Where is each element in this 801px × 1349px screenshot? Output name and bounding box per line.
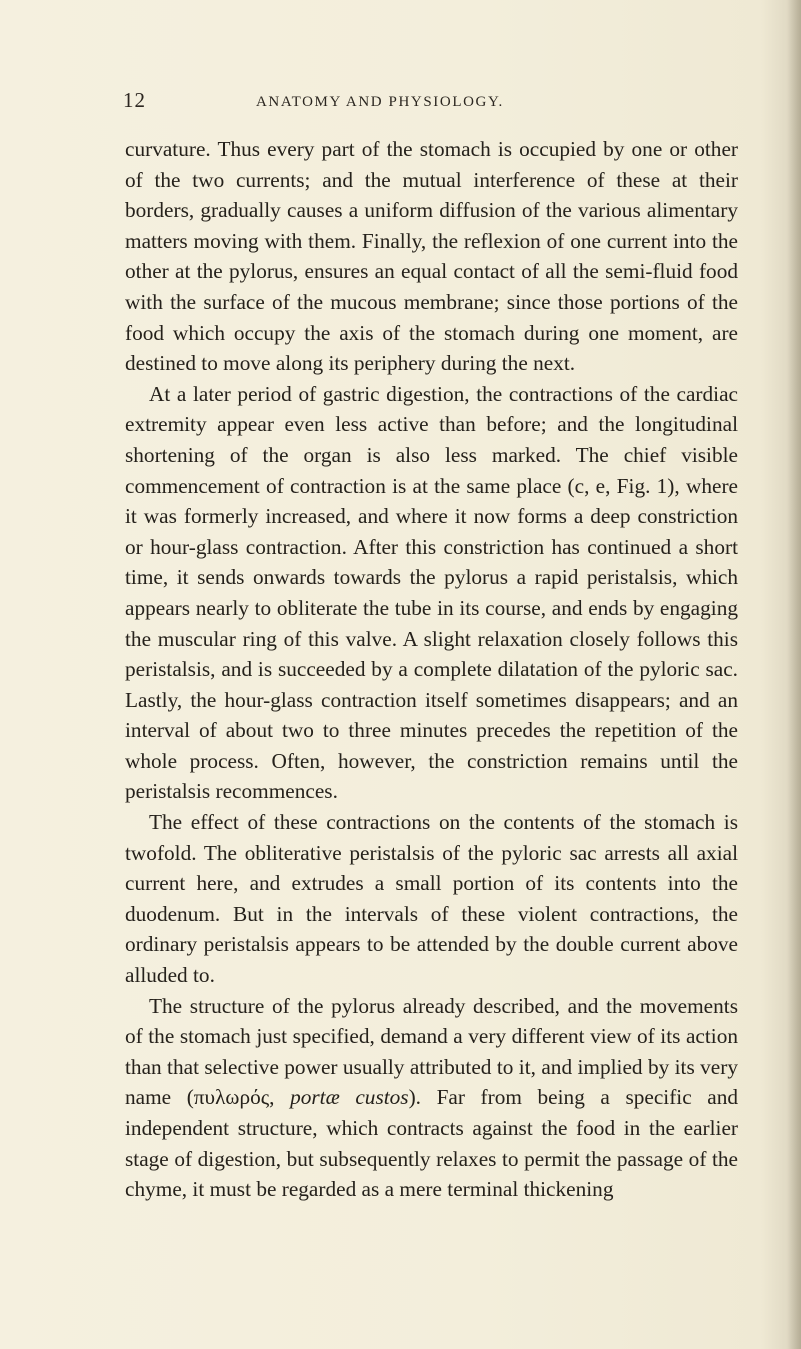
paragraph-1: curvature. Thus every part of the stomach is occupied by one or other of the two currents; and the mutual interference of these at their borders, gradually causes a uniform diffusion of the various alimentary matters moving with them. Finally, the reflexion of one current into the other at the pylorus, ensures an equal contact of all the semi-fluid food with the surface of the mucous membrane; since those portions of the food which occupy the axis of the stomach during one moment, are destined to move along its periphery during the next. <box>125 137 738 376</box>
paragraph-4 <box>125 991 738 1205</box>
paragraph-4-text-after: ). Far from being a specific and independent structure, which contracts against the food in the earlier stage of digestion, but subsequently relaxes to permit the passage of the chyme, it must be regarded as a mere terminal thickening <box>125 1085 738 1202</box>
latin-phrase: portæ custos <box>290 1085 409 1110</box>
running-head: ANATOMY AND PHYSIOLOGY. <box>256 94 504 110</box>
body-text <box>125 134 738 1205</box>
greek-word: πυλωρός, <box>193 1085 275 1110</box>
page-edge-shadow <box>787 0 801 1349</box>
paragraph-4-text-before: The structure of the pylorus already described, and the movements of the stomach just specified, demand a very different view of its action than that selective power usually attributed to it, and implied by its very name ( <box>125 993 738 1110</box>
page-header <box>0 86 801 116</box>
paragraph-3: The effect of these contractions on the contents of the stomach is twofold. The obliterative peristalsis of the pyloric sac arrests all axial current here, and extrudes a small portion of its contents into the duodenum. But in the intervals of these violent contractions, the ordinary peristalsis appears to be attended by the double current above alluded to. <box>125 810 738 988</box>
paragraph-2: At a later period of gastric digestion, the contractions of the cardiac extremity appear even less active than before; and the longitudinal shortening of the organ is also less marked. The chief visible commencement of contraction is at the same place (c, e, Fig. 1), where it was formerly increased, and where it now forms a deep constriction or hour-glass contraction. After this constriction has continued a short time, it sends onwards towards the pylorus a rapid peristalsis, which appears nearly to obliterate the tube in its course, and ends by engaging the muscular ring of this valve. A slight relaxation closely follows this peristalsis, and is succeeded by a complete dilatation of the pyloric sac. Lastly, the hour-glass contraction itself sometimes disappears; and an interval of about two to three minutes precedes the repetition of the whole process. Often, however, the constriction remains until the peristalsis recommences. <box>125 381 738 804</box>
page-number: 12 <box>123 88 146 112</box>
